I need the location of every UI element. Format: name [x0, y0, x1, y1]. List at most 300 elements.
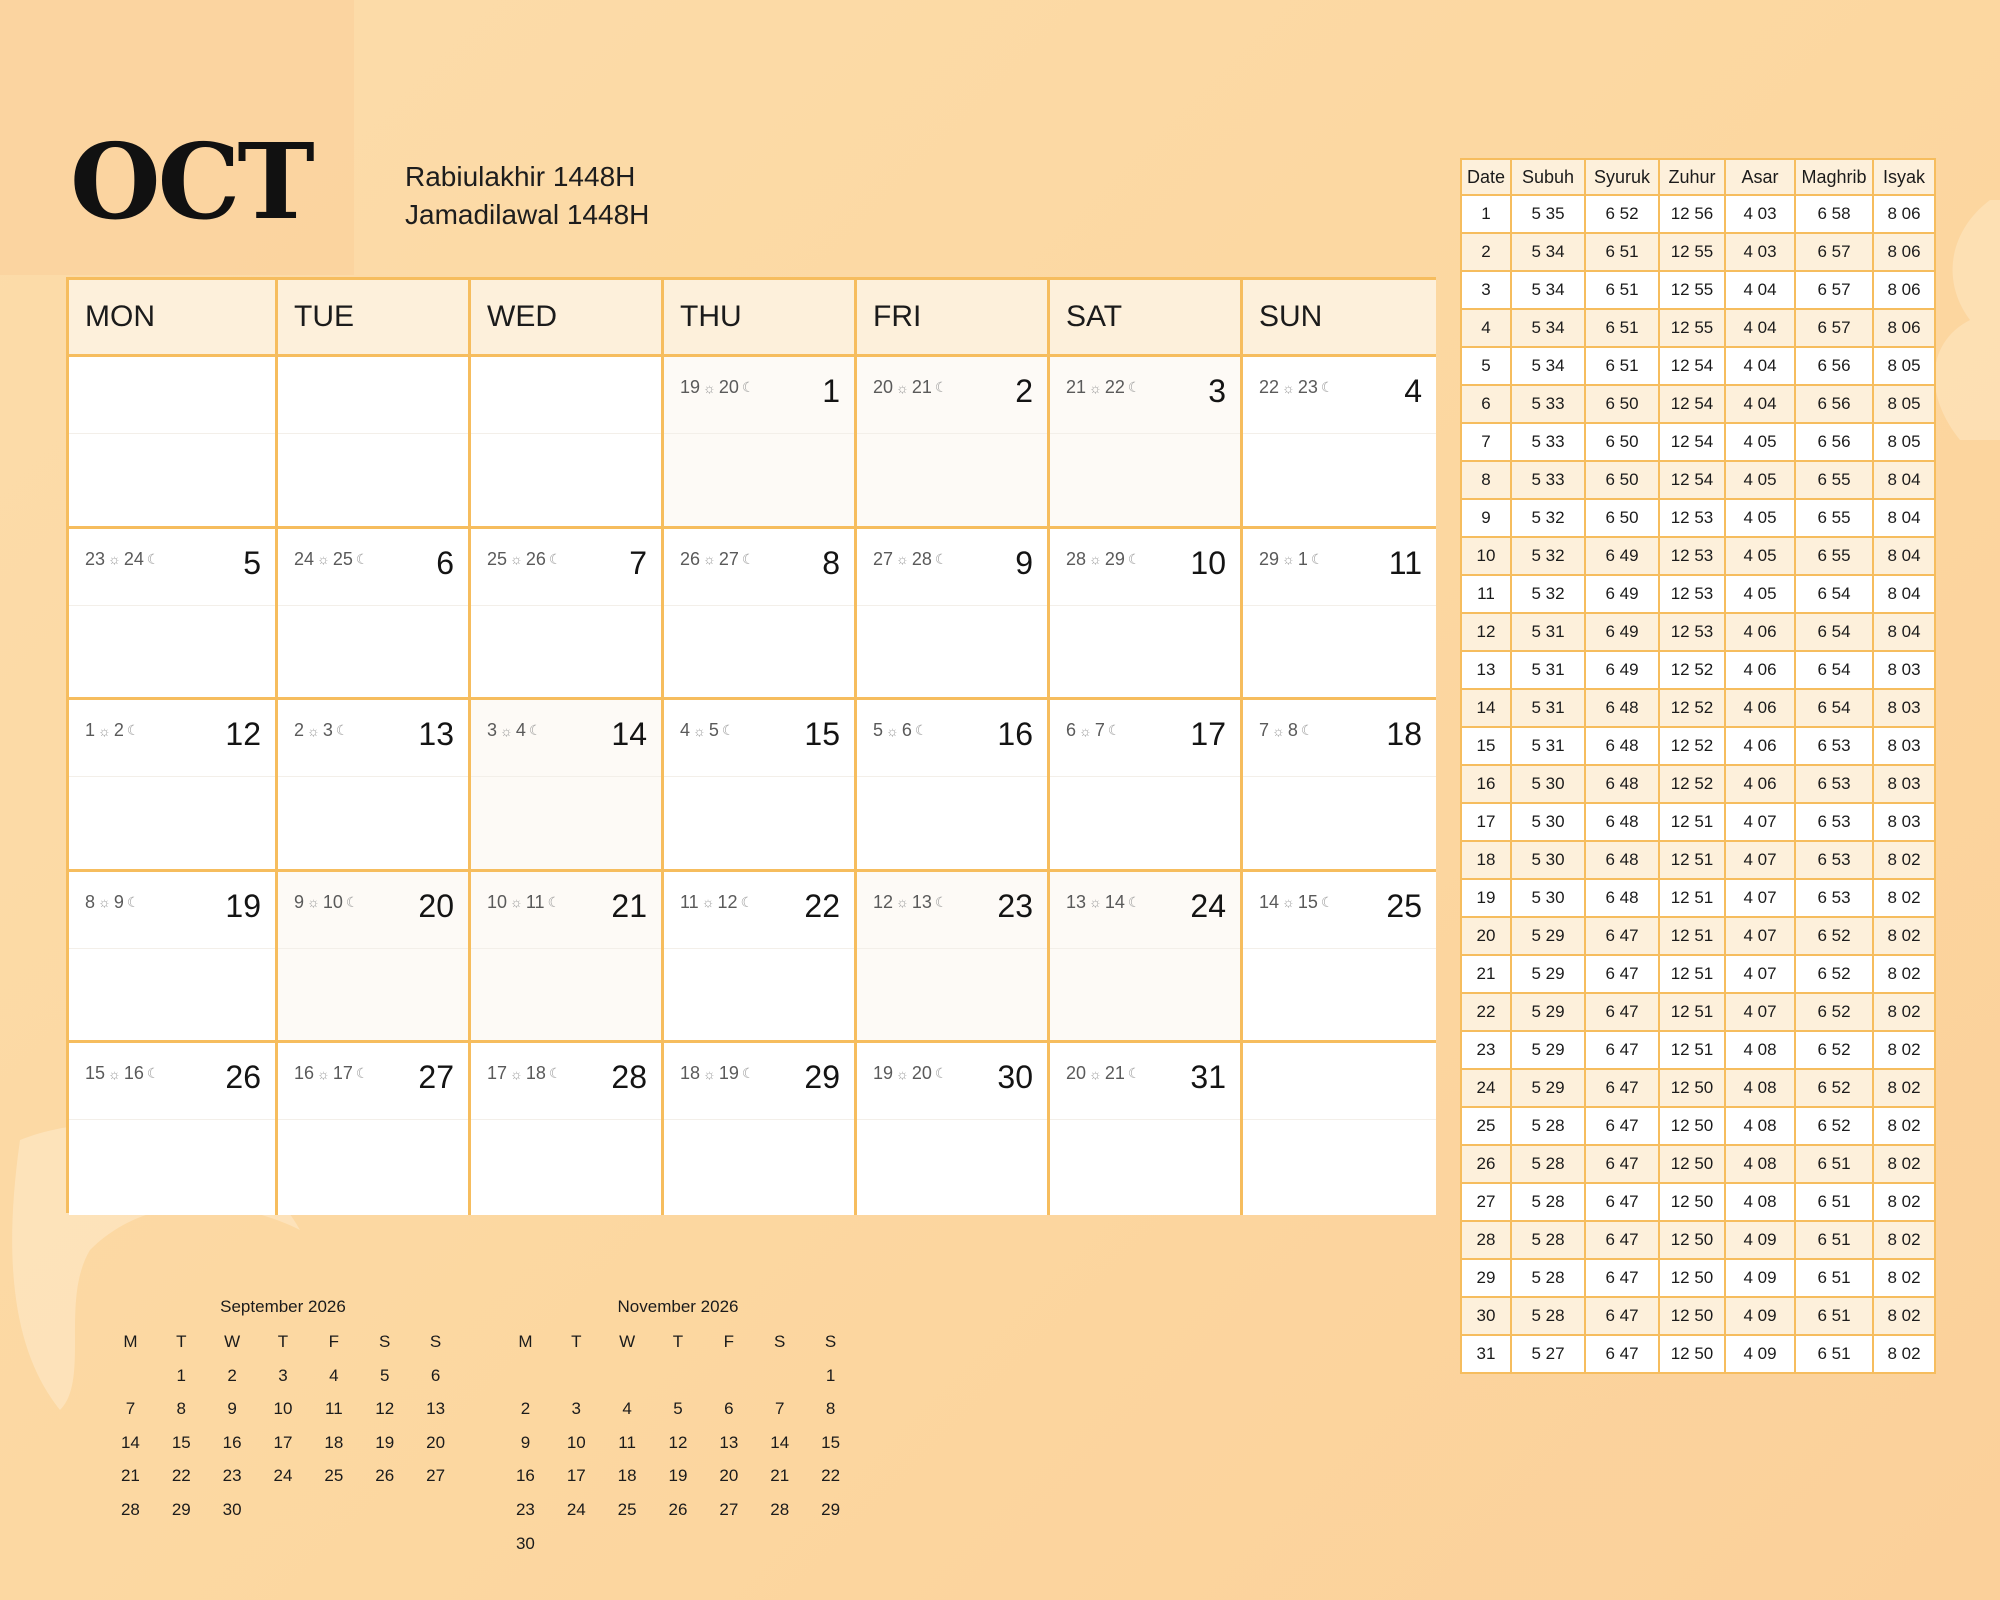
- calendar-day-5[interactable]: [69, 529, 278, 701]
- crescent-moon-icon: ☾: [146, 1065, 160, 1082]
- prayer-cell-asar: 4 04: [1725, 309, 1795, 347]
- calendar-day-3[interactable]: [1050, 357, 1243, 529]
- prayer-cell-syuruk: 6 47: [1585, 955, 1659, 993]
- prayer-cell-isyak: 8 06: [1873, 309, 1935, 347]
- prayer-cell-date: 28: [1461, 1221, 1511, 1259]
- mini-empty: [754, 1527, 805, 1561]
- sun-icon: ☼: [1282, 551, 1295, 568]
- prayer-cell-syuruk: 6 47: [1585, 1259, 1659, 1297]
- cell-divider: [69, 605, 275, 606]
- mini-empty: [105, 1359, 156, 1393]
- prayer-row: [1461, 1107, 1935, 1145]
- prayer-cell-isyak: 8 05: [1873, 423, 1935, 461]
- sun-icon: ☼: [1089, 379, 1102, 396]
- hijri-day-end: 15: [1297, 891, 1318, 912]
- calendar-day-15[interactable]: [664, 700, 857, 872]
- sun-icon: ☼: [886, 722, 899, 739]
- mini-day: 6: [724, 1399, 734, 1419]
- prayer-cell-isyak: 8 02: [1873, 1031, 1935, 1069]
- prayer-cell-zuhur: 12 50: [1659, 1297, 1725, 1335]
- hijri-day-start: 14: [1259, 891, 1280, 912]
- calendar-day-22[interactable]: [664, 872, 857, 1044]
- prayer-row: [1461, 309, 1935, 347]
- prayer-cell-subuh: 5 34: [1511, 309, 1585, 347]
- prayer-cell-isyak: 8 04: [1873, 499, 1935, 537]
- day-number: 18: [1386, 716, 1422, 753]
- hijri-day-end: 5: [708, 720, 719, 741]
- calendar-day-25[interactable]: [1243, 872, 1436, 1044]
- mini-weekday: T: [672, 1332, 684, 1351]
- hijri-day-start: 22: [1259, 377, 1280, 397]
- prayer-cell-asar: 4 06: [1725, 651, 1795, 689]
- calendar-day-31[interactable]: [1050, 1043, 1243, 1215]
- mini-day: 26: [375, 1466, 395, 1486]
- cell-divider: [857, 948, 1047, 949]
- prayer-cell-syuruk: 6 51: [1585, 347, 1659, 385]
- prayer-cell-maghrib: 6 51: [1795, 1297, 1873, 1335]
- mini-day: 11: [618, 1432, 636, 1452]
- prayer-cell-maghrib: 6 54: [1795, 689, 1873, 727]
- prayer-cell-maghrib: 6 57: [1795, 309, 1873, 347]
- mini-day: 18: [617, 1466, 637, 1486]
- hijri-day-start: 15: [85, 1063, 106, 1084]
- calendar-day-2[interactable]: [857, 357, 1050, 529]
- weekday-header-thu: THU: [664, 280, 857, 357]
- prayer-cell-zuhur: 12 51: [1659, 993, 1725, 1031]
- hijri-month-1: Rabiulakhir 1448H: [405, 161, 636, 192]
- calendar-day-16[interactable]: [857, 700, 1050, 872]
- prayer-cell-zuhur: 12 51: [1659, 917, 1725, 955]
- hijri-day-start: 24: [294, 548, 315, 569]
- prayer-header-zuhur: Zuhur: [1659, 159, 1725, 195]
- prayer-cell-subuh: 5 35: [1511, 195, 1585, 233]
- prayer-cell-syuruk: 6 47: [1585, 1107, 1659, 1145]
- day-number: 30: [997, 1059, 1033, 1096]
- hijri-dates: [873, 1063, 947, 1084]
- calendar-day-7[interactable]: [471, 529, 664, 701]
- hijri-dates: [487, 549, 561, 570]
- prayer-cell-asar: 4 09: [1725, 1221, 1795, 1259]
- hijri-day-end: 16: [123, 1063, 144, 1084]
- prayer-cell-subuh: 5 34: [1511, 233, 1585, 271]
- mini-empty: [653, 1359, 704, 1393]
- cell-divider: [1243, 605, 1436, 606]
- sun-icon: ☼: [896, 894, 909, 911]
- crescent-moon-icon: ☾: [355, 1065, 369, 1082]
- hijri-dates: [1066, 549, 1140, 570]
- cell-divider: [471, 433, 661, 434]
- mini-weekday: M: [123, 1332, 138, 1351]
- prayer-cell-date: 25: [1461, 1107, 1511, 1145]
- hijri-day-end: 28: [911, 548, 932, 569]
- hijri-day-end: 4: [515, 720, 526, 741]
- hijri-day-start: 28: [1066, 548, 1087, 569]
- cell-divider: [69, 776, 275, 777]
- hijri-dates: [873, 549, 947, 570]
- sun-icon: ☼: [1089, 894, 1102, 911]
- prayer-cell-isyak: 8 02: [1873, 955, 1935, 993]
- day-number: 1: [822, 373, 840, 409]
- sun-icon: ☼: [703, 379, 716, 396]
- mini-day: 24: [273, 1466, 293, 1486]
- prayer-cell-date: 18: [1461, 841, 1511, 879]
- hijri-day-end: 12: [717, 891, 738, 912]
- prayer-cell-syuruk: 6 47: [1585, 1031, 1659, 1069]
- cell-divider: [278, 948, 468, 949]
- prayer-cell-date: 24: [1461, 1069, 1511, 1107]
- prayer-row: [1461, 423, 1935, 461]
- hijri-day-start: 9: [294, 891, 305, 912]
- crescent-moon-icon: ☾: [126, 893, 140, 910]
- prayer-cell-subuh: 5 29: [1511, 1069, 1585, 1107]
- prayer-cell-isyak: 8 03: [1873, 727, 1935, 765]
- prayer-cell-maghrib: 6 51: [1795, 1145, 1873, 1183]
- prayer-cell-asar: 4 09: [1725, 1259, 1795, 1297]
- prayer-cell-syuruk: 6 50: [1585, 423, 1659, 461]
- prayer-cell-asar: 4 06: [1725, 765, 1795, 803]
- hijri-day-end: 17: [332, 1063, 353, 1084]
- prayer-cell-maghrib: 6 53: [1795, 879, 1873, 917]
- calendar-day-28[interactable]: [471, 1043, 664, 1215]
- prayer-cell-syuruk: 6 47: [1585, 1335, 1659, 1373]
- hijri-day-start: 7: [1259, 720, 1270, 741]
- mini-day: 25: [617, 1499, 637, 1519]
- prayer-cell-isyak: 8 04: [1873, 537, 1935, 575]
- prayer-cell-zuhur: 12 51: [1659, 1031, 1725, 1069]
- hijri-day-start: 5: [873, 720, 884, 741]
- hijri-day-end: 27: [718, 548, 739, 569]
- prayer-row: [1461, 1183, 1935, 1221]
- mini-day: 28: [770, 1499, 790, 1519]
- mini-calendar-november: [500, 1295, 856, 1560]
- mini-day: 30: [515, 1533, 535, 1553]
- prayer-row: [1461, 1335, 1935, 1373]
- hijri-month-2: Jamadilawal 1448H: [405, 199, 650, 230]
- hijri-day-start: 19: [873, 1063, 894, 1084]
- hijri-day-start: 10: [487, 891, 508, 912]
- hijri-day-start: 17: [487, 1063, 508, 1084]
- mini-weekday: F: [723, 1332, 735, 1351]
- calendar-day-26[interactable]: [69, 1043, 278, 1215]
- mini-day: 29: [821, 1499, 841, 1519]
- cell-divider: [664, 605, 854, 606]
- prayer-cell-syuruk: 6 48: [1585, 689, 1659, 727]
- prayer-cell-syuruk: 6 47: [1585, 1183, 1659, 1221]
- prayer-cell-syuruk: 6 51: [1585, 309, 1659, 347]
- prayer-cell-zuhur: 12 55: [1659, 233, 1725, 271]
- hijri-day-start: 11: [680, 891, 699, 912]
- calendar-day-30[interactable]: [857, 1043, 1050, 1215]
- calendar-empty-cell: [69, 357, 278, 529]
- hijri-day-end: 20: [911, 1063, 932, 1084]
- mini-empty: [602, 1527, 653, 1561]
- hijri-dates: [1066, 1063, 1140, 1084]
- calendar-day-8[interactable]: [664, 529, 857, 701]
- hijri-day-start: 18: [680, 1063, 701, 1084]
- prayer-cell-date: 1: [1461, 195, 1511, 233]
- hijri-day-end: 7: [1094, 720, 1105, 741]
- weekday-header-fri: FRI: [857, 280, 1050, 357]
- cell-divider: [857, 1119, 1047, 1120]
- sun-icon: ☼: [896, 1065, 909, 1082]
- prayer-cell-syuruk: 6 52: [1585, 195, 1659, 233]
- prayer-cell-zuhur: 12 50: [1659, 1183, 1725, 1221]
- prayer-cell-subuh: 5 32: [1511, 499, 1585, 537]
- prayer-cell-isyak: 8 02: [1873, 993, 1935, 1031]
- prayer-cell-zuhur: 12 51: [1659, 879, 1725, 917]
- calendar-empty-cell: [1243, 1043, 1436, 1215]
- prayer-cell-syuruk: 6 48: [1585, 765, 1659, 803]
- calendar-day-13[interactable]: [278, 700, 471, 872]
- cell-divider: [471, 948, 661, 949]
- prayer-cell-syuruk: 6 48: [1585, 841, 1659, 879]
- mini-day: 17: [273, 1432, 293, 1452]
- prayer-cell-date: 21: [1461, 955, 1511, 993]
- prayer-cell-date: 31: [1461, 1335, 1511, 1373]
- cell-divider: [664, 776, 854, 777]
- prayer-cell-maghrib: 6 53: [1795, 803, 1873, 841]
- mini-day: 23: [515, 1499, 535, 1519]
- hijri-day-start: 1: [85, 720, 96, 741]
- mini-day: 5: [379, 1365, 390, 1385]
- prayer-cell-maghrib: 6 53: [1795, 841, 1873, 879]
- crescent-moon-icon: ☾: [126, 722, 140, 739]
- prayer-row: [1461, 461, 1935, 499]
- prayer-cell-isyak: 8 02: [1873, 1107, 1935, 1145]
- calendar-day-9[interactable]: [857, 529, 1050, 701]
- cell-divider: [69, 433, 275, 434]
- hijri-dates: [85, 720, 139, 741]
- mini-day: 12: [668, 1432, 688, 1452]
- prayer-cell-syuruk: 6 49: [1585, 613, 1659, 651]
- prayer-header-date: Date: [1461, 159, 1511, 195]
- crescent-moon-icon: ☾: [1127, 1065, 1141, 1082]
- hijri-day-start: 25: [487, 548, 508, 569]
- prayer-row: [1461, 879, 1935, 917]
- prayer-row: [1461, 803, 1935, 841]
- hijri-dates: [487, 892, 560, 913]
- cell-divider: [1050, 1119, 1240, 1120]
- mini-day: 7: [125, 1399, 136, 1419]
- calendar-empty-cell: [278, 357, 471, 529]
- day-number: 20: [418, 887, 454, 924]
- mini-calendar-september: [105, 1295, 461, 1527]
- mini-day: 10: [273, 1399, 293, 1419]
- hijri-dates: [487, 1063, 561, 1084]
- sun-icon: ☼: [1089, 551, 1102, 568]
- hijri-dates: [294, 1063, 368, 1084]
- prayer-cell-isyak: 8 05: [1873, 347, 1935, 385]
- crescent-moon-icon: ☾: [548, 550, 562, 567]
- prayer-header-asar: Asar: [1725, 159, 1795, 195]
- hijri-dates: [294, 720, 348, 741]
- calendar-day-18[interactable]: [1243, 700, 1436, 872]
- prayer-cell-subuh: 5 33: [1511, 423, 1585, 461]
- cell-divider: [278, 1119, 468, 1120]
- calendar-day-27[interactable]: [278, 1043, 471, 1215]
- prayer-row: [1461, 651, 1935, 689]
- weekday-header-sat: SAT: [1050, 280, 1243, 357]
- hijri-day-start: 19: [680, 377, 701, 397]
- prayer-cell-date: 23: [1461, 1031, 1511, 1069]
- hijri-day-end: 3: [322, 720, 333, 741]
- crescent-moon-icon: ☾: [335, 722, 349, 739]
- prayer-cell-syuruk: 6 50: [1585, 461, 1659, 499]
- hijri-day-start: 20: [873, 377, 894, 397]
- mini-day: 21: [770, 1466, 790, 1486]
- prayer-cell-zuhur: 12 53: [1659, 537, 1725, 575]
- prayer-cell-subuh: 5 32: [1511, 575, 1585, 613]
- cell-divider: [278, 776, 468, 777]
- prayer-cell-zuhur: 12 53: [1659, 499, 1725, 537]
- sun-icon: ☼: [108, 551, 121, 568]
- sun-icon: ☼: [703, 1065, 716, 1082]
- mini-day: 22: [821, 1466, 841, 1486]
- prayer-cell-maghrib: 6 55: [1795, 499, 1873, 537]
- day-number: 24: [1190, 887, 1226, 924]
- calendar-day-29[interactable]: [664, 1043, 857, 1215]
- prayer-cell-date: 17: [1461, 803, 1511, 841]
- hijri-dates: [680, 377, 754, 398]
- prayer-cell-zuhur: 12 54: [1659, 385, 1725, 423]
- prayer-cell-isyak: 8 05: [1873, 385, 1935, 423]
- mini-day: 6: [430, 1365, 441, 1385]
- crescent-moon-icon: ☾: [1320, 893, 1334, 910]
- calendar-day-14[interactable]: [471, 700, 664, 872]
- mini-day: 15: [821, 1432, 841, 1452]
- cell-divider: [1050, 605, 1240, 606]
- cell-divider: [664, 948, 854, 949]
- crescent-moon-icon: ☾: [1127, 893, 1141, 910]
- mini-weekday: S: [429, 1332, 442, 1351]
- mini-day: 8: [176, 1399, 186, 1419]
- day-number: 26: [225, 1059, 261, 1096]
- prayer-cell-asar: 4 07: [1725, 917, 1795, 955]
- weekday-header-sun: SUN: [1243, 280, 1436, 357]
- cell-divider: [1243, 433, 1436, 434]
- prayer-cell-date: 5: [1461, 347, 1511, 385]
- day-number: 27: [418, 1059, 454, 1096]
- hijri-dates: [1066, 720, 1120, 741]
- prayer-cell-syuruk: 6 47: [1585, 1069, 1659, 1107]
- mini-day: 4: [329, 1365, 339, 1385]
- mini-calendar-title: November 2026: [617, 1297, 739, 1316]
- crescent-moon-icon: ☾: [1127, 550, 1141, 567]
- prayer-cell-subuh: 5 27: [1511, 1335, 1585, 1373]
- prayer-cell-maghrib: 6 52: [1795, 993, 1873, 1031]
- calendar-day-23[interactable]: [857, 872, 1050, 1044]
- sun-icon: ☼: [510, 894, 523, 911]
- prayer-cell-zuhur: 12 52: [1659, 727, 1725, 765]
- prayer-cell-asar: 4 05: [1725, 537, 1795, 575]
- calendar-day-12[interactable]: [69, 700, 278, 872]
- prayer-cell-asar: 4 07: [1725, 993, 1795, 1031]
- prayer-cell-date: 4: [1461, 309, 1511, 347]
- calendar-day-17[interactable]: [1050, 700, 1243, 872]
- calendar-day-1[interactable]: [664, 357, 857, 529]
- prayer-cell-date: 22: [1461, 993, 1511, 1031]
- sun-icon: ☼: [693, 722, 706, 739]
- day-number: 21: [611, 887, 647, 924]
- prayer-cell-date: 2: [1461, 233, 1511, 271]
- prayer-cell-date: 7: [1461, 423, 1511, 461]
- calendar-day-6[interactable]: [278, 529, 471, 701]
- sun-icon: ☼: [307, 722, 320, 739]
- prayer-cell-isyak: 8 03: [1873, 765, 1935, 803]
- cell-divider: [1050, 776, 1240, 777]
- prayer-cell-maghrib: 6 52: [1795, 955, 1873, 993]
- sun-icon: ☼: [510, 1065, 523, 1082]
- prayer-cell-isyak: 8 06: [1873, 271, 1935, 309]
- mini-day: 16: [515, 1466, 535, 1486]
- mini-day: 1: [825, 1365, 836, 1385]
- prayer-cell-subuh: 5 32: [1511, 537, 1585, 575]
- calendar-day-19[interactable]: [69, 872, 278, 1044]
- prayer-cell-date: 3: [1461, 271, 1511, 309]
- prayer-cell-zuhur: 12 55: [1659, 309, 1725, 347]
- prayer-cell-maghrib: 6 56: [1795, 385, 1873, 423]
- mini-day: 7: [774, 1399, 785, 1419]
- mini-day: 13: [719, 1432, 739, 1452]
- calendar-day-10[interactable]: [1050, 529, 1243, 701]
- prayer-header-isyak: Isyak: [1873, 159, 1935, 195]
- cell-divider: [664, 1119, 854, 1120]
- prayer-cell-subuh: 5 33: [1511, 461, 1585, 499]
- prayer-cell-subuh: 5 29: [1511, 917, 1585, 955]
- mini-day: 19: [668, 1466, 688, 1486]
- prayer-cell-asar: 4 08: [1725, 1069, 1795, 1107]
- hijri-dates: [85, 1063, 159, 1084]
- prayer-cell-syuruk: 6 48: [1585, 879, 1659, 917]
- hijri-dates: [873, 720, 927, 741]
- hijri-dates: [1066, 377, 1140, 398]
- prayer-cell-maghrib: 6 52: [1795, 1031, 1873, 1069]
- cell-divider: [278, 605, 468, 606]
- prayer-cell-asar: 4 08: [1725, 1183, 1795, 1221]
- mini-day: 13: [426, 1399, 446, 1419]
- prayer-cell-isyak: 8 02: [1873, 1335, 1935, 1373]
- mini-day: 28: [120, 1499, 140, 1519]
- prayer-cell-date: 10: [1461, 537, 1511, 575]
- calendar-day-20[interactable]: [278, 872, 471, 1044]
- prayer-cell-subuh: 5 33: [1511, 385, 1585, 423]
- hijri-day-end: 14: [1104, 891, 1125, 912]
- prayer-cell-asar: 4 07: [1725, 841, 1795, 879]
- hijri-dates: [680, 720, 734, 741]
- mini-weekday: M: [518, 1332, 533, 1351]
- calendar-day-21[interactable]: [471, 872, 664, 1044]
- mini-day: 26: [668, 1499, 688, 1519]
- sun-icon: ☼: [1079, 722, 1092, 739]
- prayer-cell-maghrib: 6 53: [1795, 765, 1873, 803]
- prayer-cell-zuhur: 12 50: [1659, 1335, 1725, 1373]
- calendar-day-11[interactable]: [1243, 529, 1436, 701]
- calendar-day-4[interactable]: [1243, 357, 1436, 529]
- sun-icon: ☼: [98, 722, 111, 739]
- crescent-moon-icon: ☾: [721, 722, 735, 739]
- mini-empty: [703, 1359, 754, 1393]
- prayer-row: [1461, 1031, 1935, 1069]
- cell-divider: [1243, 948, 1436, 949]
- cell-divider: [857, 433, 1047, 434]
- mini-empty: [359, 1493, 410, 1527]
- prayer-cell-isyak: 8 02: [1873, 917, 1935, 955]
- day-number: 22: [804, 887, 840, 924]
- calendar-empty-cell: [471, 357, 664, 529]
- crescent-moon-icon: ☾: [741, 550, 755, 567]
- prayer-cell-asar: 4 06: [1725, 727, 1795, 765]
- calendar-day-24[interactable]: [1050, 872, 1243, 1044]
